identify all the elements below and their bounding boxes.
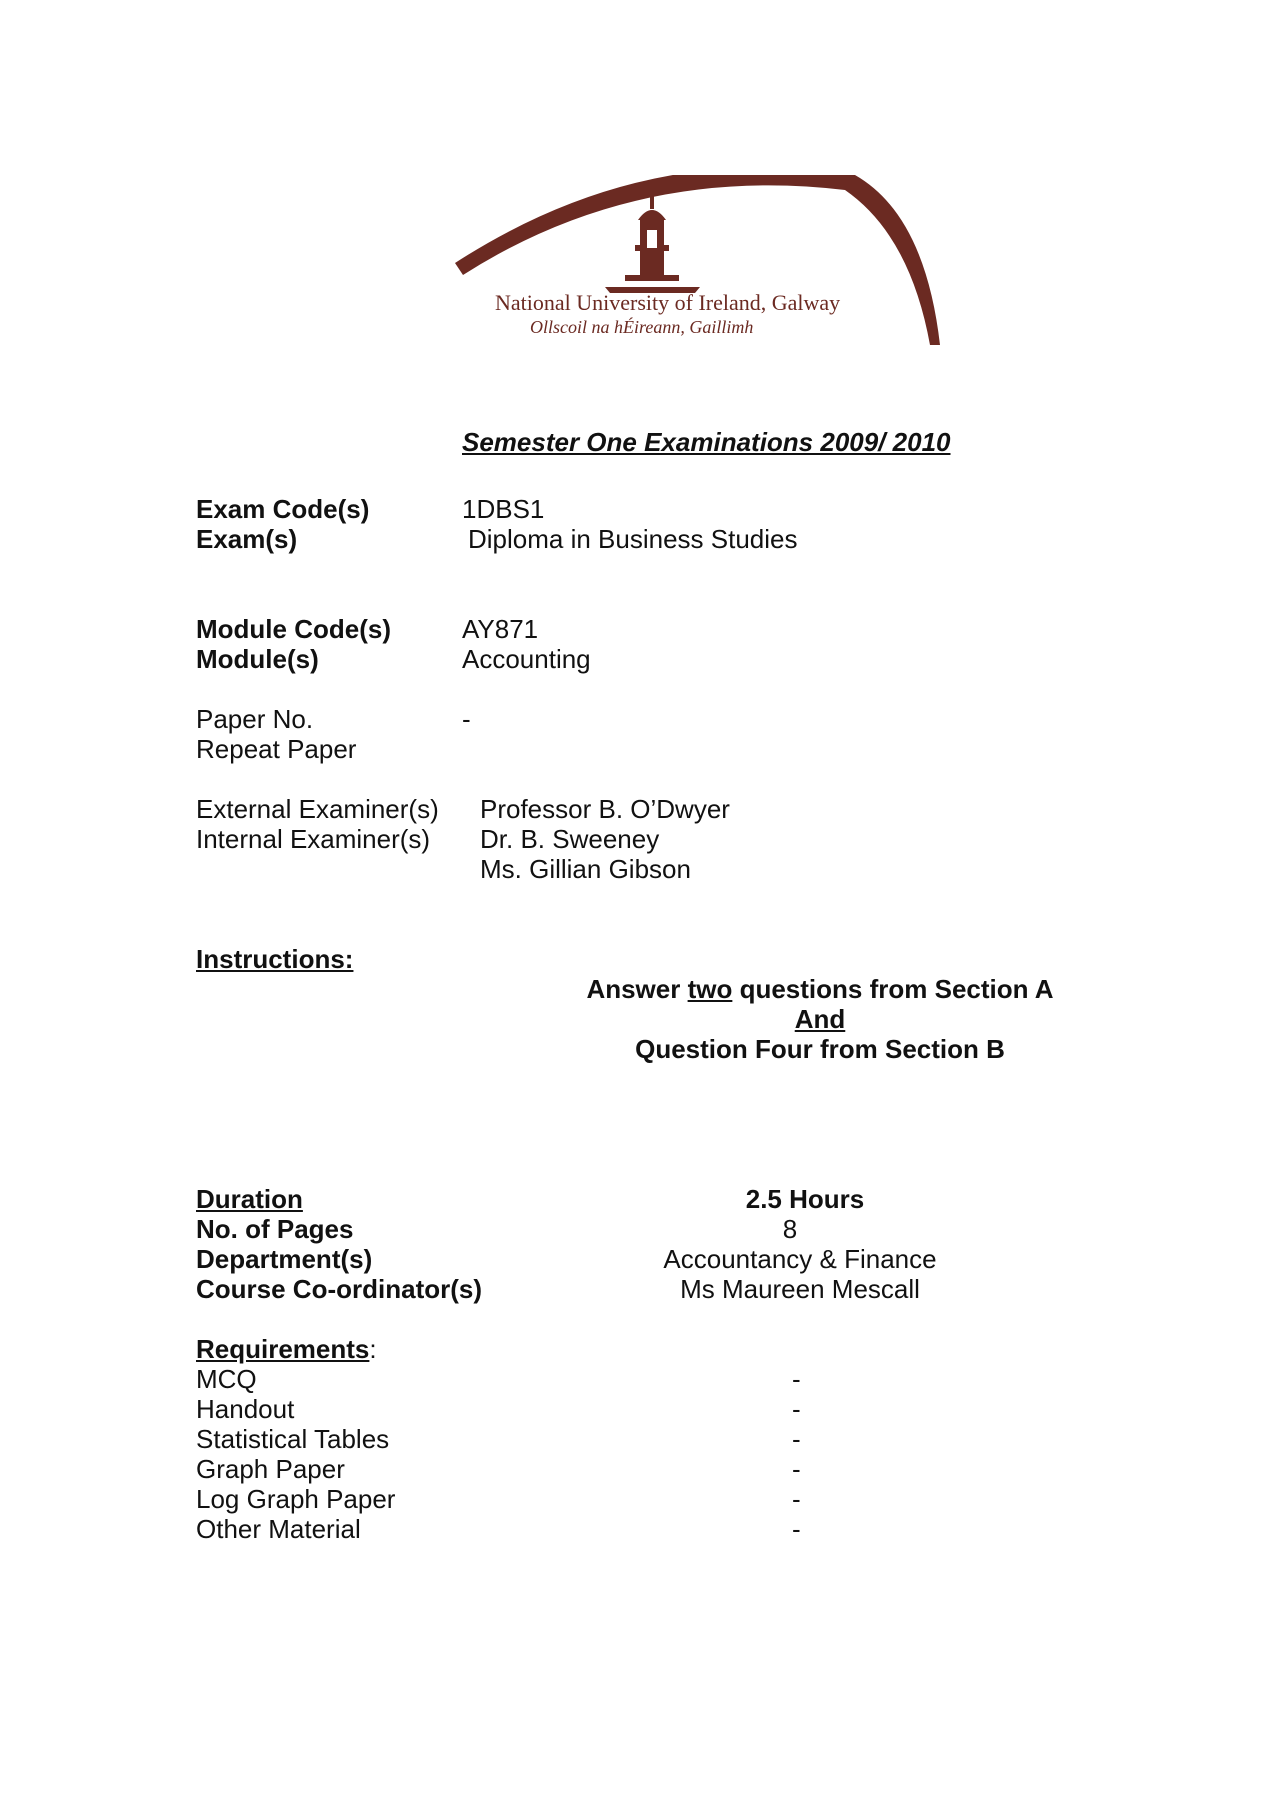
paper-no-value: -	[462, 704, 471, 734]
requirement-label: Graph Paper	[196, 1454, 345, 1484]
requirements-colon: :	[369, 1334, 377, 1364]
instructions-line-2: And	[794, 1004, 846, 1034]
instructions-line-1-pre: Answer	[586, 974, 688, 1004]
requirement-value: -	[792, 1484, 801, 1514]
paper-no-label: Paper No.	[196, 704, 314, 734]
instructions-line-3: Question Four from Section B	[635, 1034, 1005, 1064]
requirement-value: -	[792, 1364, 801, 1394]
requirement-label: Handout	[196, 1394, 295, 1424]
exam-codes-value: 1DBS1	[462, 494, 545, 524]
module-codes-value: AY871	[462, 614, 539, 644]
requirement-label: Other Material	[196, 1514, 361, 1544]
coordinators-label: Course Co-ordinator(s)	[196, 1274, 482, 1304]
requirement-label: MCQ	[196, 1364, 257, 1394]
internal-examiner-2: Ms. Gillian Gibson	[480, 854, 691, 884]
duration-label: Duration	[196, 1184, 303, 1214]
instructions-line-1-emph: two	[687, 974, 733, 1004]
external-examiners-label: External Examiner(s)	[196, 794, 439, 824]
exam-codes-label: Exam Code(s)	[196, 494, 370, 524]
duration-value: 2.5 Hours	[745, 1184, 865, 1214]
requirement-value: -	[792, 1424, 801, 1454]
internal-examiners-label: Internal Examiner(s)	[196, 824, 431, 854]
requirement-value: -	[792, 1514, 801, 1544]
external-examiners-value: Professor B. O’Dwyer	[480, 794, 730, 824]
requirement-value: -	[792, 1394, 801, 1424]
exams-value: Diploma in Business Studies	[468, 524, 798, 554]
departments-value: Accountancy & Finance	[663, 1244, 937, 1274]
instructions-line-1	[560, 974, 1080, 1004]
requirements-label: Requirements	[196, 1334, 370, 1364]
pages-label: No. of Pages	[196, 1214, 354, 1244]
instructions-label: Instructions:	[196, 944, 354, 974]
exams-label: Exam(s)	[196, 524, 298, 554]
coordinators-value: Ms Maureen Mescall	[680, 1274, 920, 1304]
requirement-label: Log Graph Paper	[196, 1484, 396, 1514]
repeat-paper-label: Repeat Paper	[196, 734, 357, 764]
requirement-label: Statistical Tables	[196, 1424, 390, 1454]
departments-label: Department(s)	[196, 1244, 373, 1274]
modules-label: Module(s)	[196, 644, 319, 674]
module-codes-label: Module Code(s)	[196, 614, 391, 644]
logo-name-en: National University of Ireland, Galway	[495, 290, 841, 315]
logo-name-ga: Ollscoil na hÉireann, Gaillimh	[530, 317, 754, 337]
requirement-value: -	[792, 1454, 801, 1484]
instructions-line-1-post: questions from Section A	[732, 974, 1054, 1004]
requirements-heading	[196, 1334, 377, 1364]
internal-examiner-1: Dr. B. Sweeney	[480, 824, 660, 854]
modules-value: Accounting	[462, 644, 591, 674]
page-title: Semester One Examinations 2009/ 2010	[462, 427, 951, 457]
pages-value: 8	[782, 1214, 798, 1244]
university-logo	[455, 175, 955, 350]
